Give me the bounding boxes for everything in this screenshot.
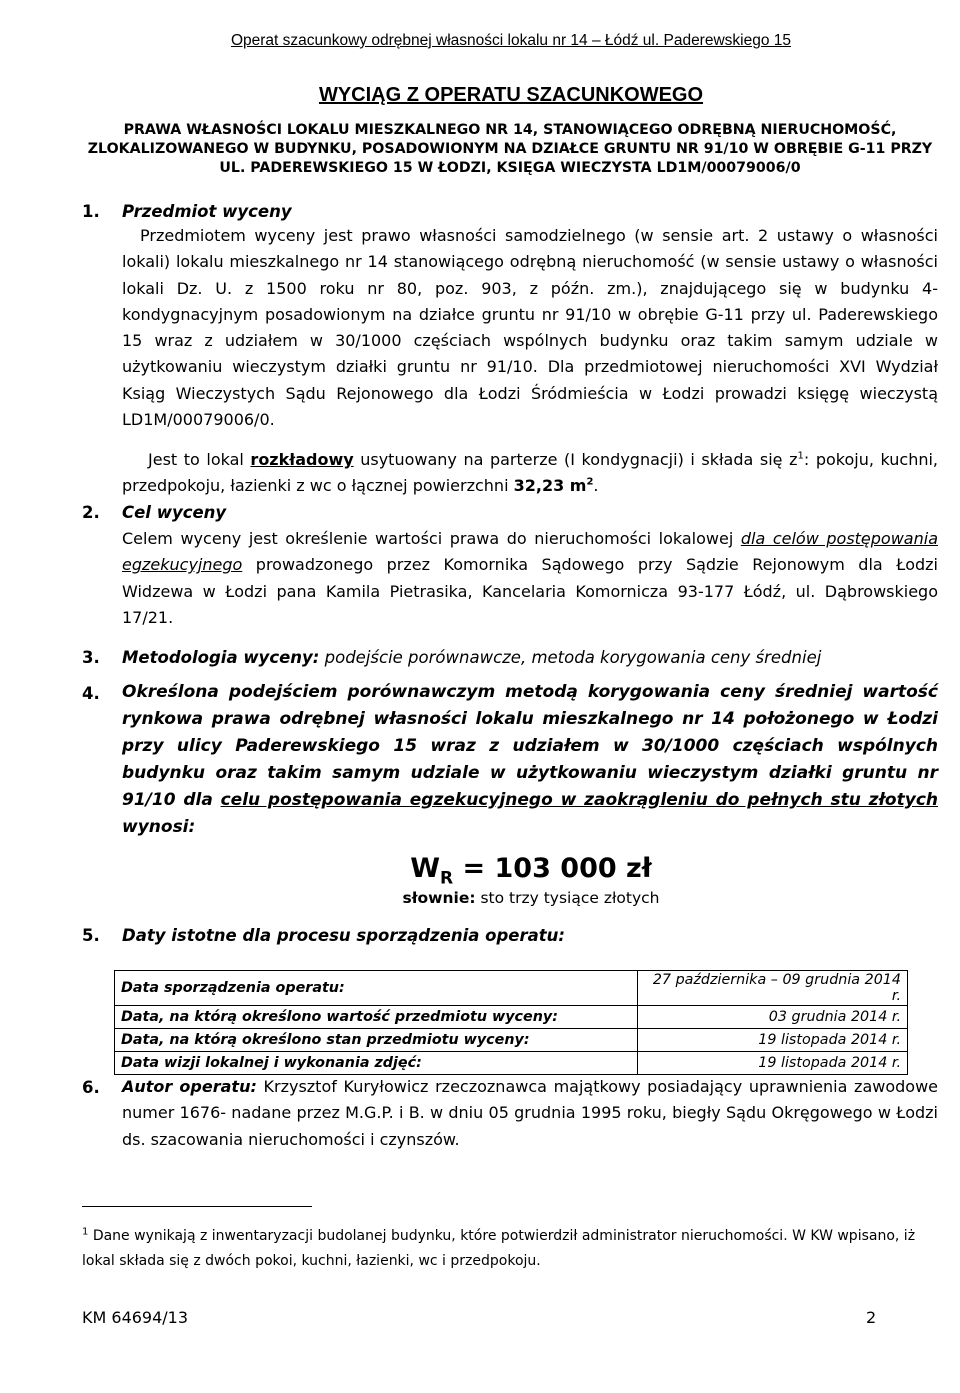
table-row xyxy=(115,1052,908,1075)
section-4-text xyxy=(122,679,938,841)
section-6-text xyxy=(122,1074,938,1153)
value-in-words xyxy=(0,889,960,907)
document-title: WYCIĄG Z OPERATU SZACUNKOWEGO xyxy=(318,84,704,106)
value-subscript: R xyxy=(440,868,454,889)
section-3-heading: Metodologia wyceny: xyxy=(122,648,320,667)
p2-text-c: usytuowany na parterze (I kondygnacji) i składa się z xyxy=(353,450,798,469)
s2-text-c: prowadzonego przez Komornika Sądowego przy Sądzie Rejonowym dla Łodzi Widzewa w Łodzi pana Kamila Pietrasika, Kancelaria Komornicza 93-177 Łódź, ul. Dąbrowskiego 17/21. xyxy=(122,555,938,627)
date-value: 03 grudnia 2014 r. xyxy=(638,1006,908,1029)
date-label: Data wizji lokalnej i wykonania zdjęć: xyxy=(115,1052,638,1075)
section-4-number: 4. xyxy=(82,684,100,703)
section-1-text: Przedmiotem wyceny jest prawo własności samodzielnego (w sensie art. 2 ustawy o własności lokali) lokalu mieszkalnego nr 14 stanowiącego odrębną nieruchomość (w sensie ustawy o własności lokali Dz. U. z 1500 roku nr 80, poz. 903, z późn. zm.), znajdującego się w budynku 4-kondygnacyjnym posadowionym na działce gruntu nr 91/10 w obrębie G-11 przy ul. Paderewskiego 15 wraz z udziałem w 30/1000 częściach wspólnych budynku oraz takim samym udziale w użytkowaniu wieczystym działki gruntu nr 91/10. Dla przedmiotowej nieruchomości XVI Wydział Ksiąg Wieczystych Sądu Rejonowego dla Łodzi Śródmieścia w Łodzi prowadzi księgę wieczystą LD1M/00079006/0. xyxy=(122,226,938,430)
footer-reference: KM 64694/13 xyxy=(82,1308,189,1327)
section-6-number: 6. xyxy=(82,1078,100,1097)
p2-area-sup: 2 xyxy=(586,476,594,488)
p2-end: . xyxy=(593,476,599,496)
date-label: Data sporządzenia operatu: xyxy=(115,971,638,1006)
section-2-heading: Cel wyceny xyxy=(122,503,227,522)
date-value: 19 listopada 2014 r. xyxy=(638,1052,908,1075)
section-1-paragraph-2 xyxy=(122,447,938,500)
running-header: Operat szacunkowy odrębnej własności lokalu nr 14 – Łódź ul. Paderewskiego 15 xyxy=(230,32,792,49)
dates-table xyxy=(114,970,908,1075)
date-value: 27 października – 09 grudnia 2014 r. xyxy=(638,971,908,1006)
footnote-number: 1 xyxy=(82,1226,89,1238)
value-symbol: W xyxy=(410,853,440,884)
value-amount: = 103 000 zł xyxy=(453,853,652,884)
s2-text-a: Celem wyceny jest określenie wartości prawa do nieruchomości lokalowej xyxy=(122,529,741,548)
section-1-heading: Przedmiot wyceny xyxy=(122,202,292,221)
section-3-number: 3. xyxy=(82,648,100,667)
table-row xyxy=(115,1006,908,1029)
footnote xyxy=(82,1224,942,1274)
p2-text-a: Jest to lokal xyxy=(148,450,251,469)
slownie-label: słownie: xyxy=(402,889,476,907)
p2-text-d: : pokoju, kuchni, przedpokoju, łazienki z wc o łącznej powierzchni xyxy=(122,450,939,496)
page-number: 2 xyxy=(866,1308,877,1327)
document-subtitle: PRAWA WŁASNOŚCI LOKALU MIESZKALNEGO NR 14, STANOWIĄCEGO ODRĘBNĄ NIERUCHOMOŚĆ, ZLOKALIZOWANEGO W BUDYNKU, POSADOWIONYM NA DZIAŁCE GRUNTU NR 91/10 W OBRĘBIE G-11 PRZY UL. PADEREWSKIEGO 15 W ŁODZI, KSIĘGA WIECZYSTA LD1M/00079006/0 xyxy=(87,122,933,176)
date-label: Data, na którą określono stan przedmiotu wyceny: xyxy=(115,1029,638,1052)
s4-purpose: celu postępowania egzekucyjnego w zaokrągleniu do pełnych stu złotych xyxy=(220,790,939,810)
p2-lokal-type: rozkładowy xyxy=(250,450,354,469)
section-3-method: podejście porównawcze, metoda korygowania ceny średniej xyxy=(319,648,822,667)
section-3-text xyxy=(122,645,938,671)
section-5-heading: Daty istotne dla procesu sporządzenia operatu: xyxy=(122,926,565,945)
date-label: Data, na którą określono wartość przedmiotu wyceny: xyxy=(115,1006,638,1029)
table-row xyxy=(115,1029,908,1052)
table-row xyxy=(115,971,908,1006)
section-6-heading: Autor operatu: xyxy=(122,1077,257,1096)
footnote-ref: 1 xyxy=(797,450,804,462)
s4-text-a: Określona podejściem porównawczym metodą korygowania ceny średniej wartość rynkowa prawa odrębnej własności lokalu mieszkalnego nr 14 położonego w Łodzi przy ulicy Paderewskiego 15 wraz z udziałem w 30/1000 częściach wspólnych budynku oraz takim samym udziale w użytkowaniu wieczystym działki gruntu nr 91/10 dla xyxy=(122,682,938,810)
section-6-author: Krzysztof Kuryłowicz rzeczoznawca majątkowy posiadający uprawnienia zawodowe numer 1676- nadane przez M.G.P. i B. w dniu 05 grudnia 1995 roku, biegły Sądu Okręgowego w Łodzi ds. szacowania nieruchomości i czynszów. xyxy=(122,1077,939,1149)
footnote-separator xyxy=(82,1206,312,1207)
footnote-text: Dane wynikają z inwentaryzacji budolanej budynku, które potwierdził administrator nieruchomości. W KW wpisano, iż lokal składa się z dwóch pokoi, kuchni, łazienki, wc i przedpokoju. xyxy=(82,1228,916,1269)
section-2-number: 2. xyxy=(82,503,100,522)
slownie-text: sto trzy tysiące złotych xyxy=(475,889,660,907)
section-5-number: 5. xyxy=(82,926,100,945)
date-value: 19 listopada 2014 r. xyxy=(638,1029,908,1052)
s2-purpose: dla celów postępowania egzekucyjnego xyxy=(122,529,938,575)
section-2-text xyxy=(122,526,938,631)
p2-area: 32,23 m xyxy=(513,476,587,496)
section-1-number: 1. xyxy=(82,202,100,221)
s4-text-c: wynosi: xyxy=(122,817,196,837)
market-value xyxy=(0,853,960,888)
